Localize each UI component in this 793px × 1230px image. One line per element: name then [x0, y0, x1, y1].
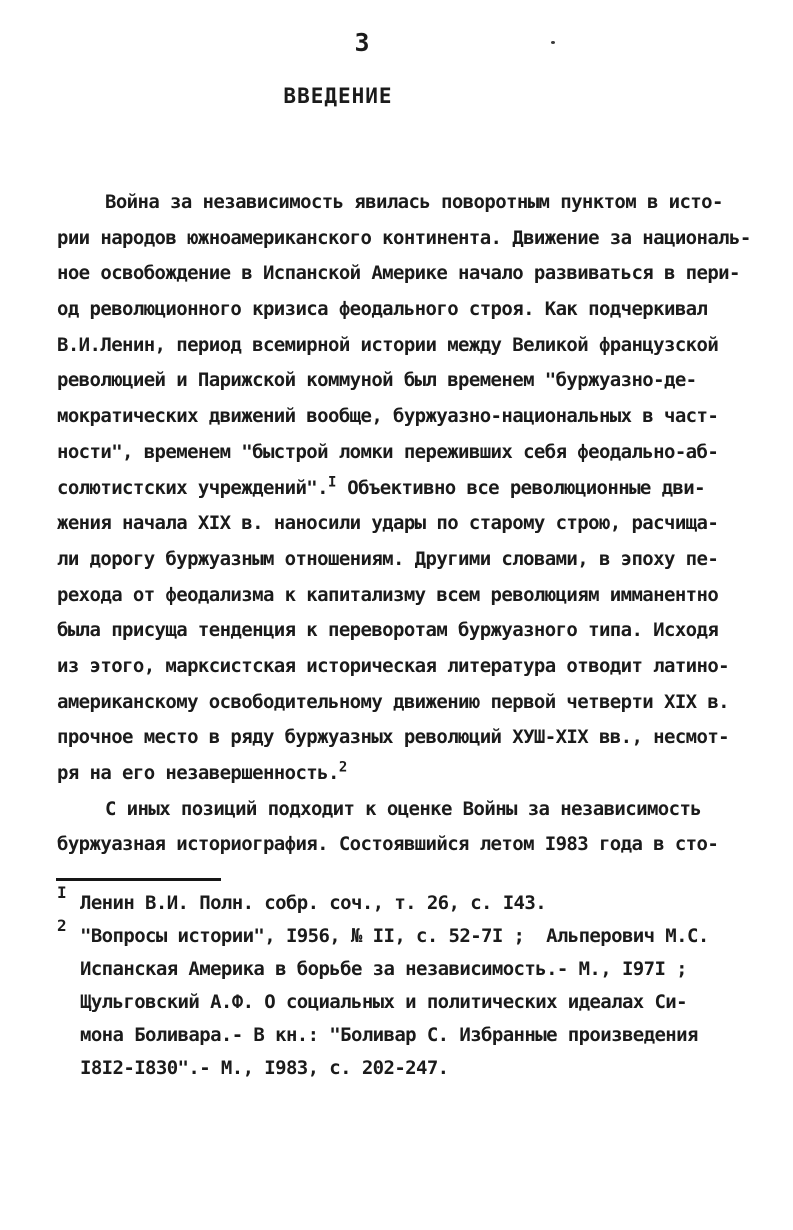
paragraph-1 [57, 185, 769, 792]
text-line: жения начала XIX в. наносили удары по старому строю, расчища- [57, 512, 719, 535]
footnote-line: Испанская Америка в борьбе за независимость.- М., I97I ; [80, 958, 687, 980]
text-line: рехода от феодализма к капитализму всем революциям имманентно [57, 583, 719, 606]
text-segment: ря на его незавершенность. [57, 762, 339, 784]
text-line: С иных позиций подходит к оценке Войны за независимость [105, 797, 702, 820]
footnote-2 [57, 916, 769, 1085]
text-line: ности", временем "быстрой ломки переживших себя феодально-аб- [57, 440, 719, 463]
footnote-line: I8I2-I830".- М., I983, с. 202-247. [80, 1057, 449, 1079]
text-line: прочное место в ряду буржуазных революций ХУШ-XIX вв., несмот- [57, 726, 730, 749]
text-line [57, 756, 769, 792]
footnote-ref-1: I [327, 474, 337, 491]
text-line: революцией и Парижской коммуной был временем "буржуазно-де- [57, 369, 697, 392]
paragraph-2 [57, 792, 769, 863]
text-segment: солютистских учреждений". [57, 476, 328, 499]
footnote-divider [56, 878, 221, 881]
footnote-marker: I [57, 883, 67, 902]
text-segment: Объективно все революционные дви- [336, 476, 705, 499]
body-text [57, 185, 769, 863]
text-line: из этого, марксистская историческая литература отводит латино- [57, 654, 730, 677]
text-line: американскому освободительному движению первой четверти XIX в. [57, 690, 730, 713]
text-line: од революционного кризиса феодального строя. Как подчеркивал [57, 298, 708, 321]
text-line: ное освобождение в Испанской Америке начало развиваться в пери- [57, 262, 740, 285]
text-line [57, 471, 769, 507]
text-line: буржуазная историография. Состоявшийся летом I983 года в сто- [57, 833, 719, 856]
footnote-1 [57, 883, 769, 920]
page-title: ВВЕДЕНИЕ [283, 84, 393, 108]
page-number: 3 [354, 28, 370, 57]
text-line: была присуща тенденция к переворотам буржуазного типа. Исходя [57, 619, 719, 642]
footnote-line: Щульговский А.Ф. О социальных и политических идеалах Си- [80, 991, 687, 1013]
footnote-line: "Вопросы истории", I956, № II, с. 52-7I ; Альперович М.С. [80, 925, 709, 947]
text-line: В.И.Ленин, период всемирной истории между Великой французской [57, 333, 719, 356]
scan-speck [551, 41, 555, 44]
footnote-line: Ленин В.И. Полн. собр. соч., т. 26, с. I43. [80, 892, 547, 914]
text-line: рии народов южноамериканского континента. Движение за националь- [57, 226, 751, 249]
text-line: мократических движений вообще, буржуазно-национальных в част- [57, 405, 719, 428]
footnote-ref-2: 2 [338, 759, 348, 776]
footnote-line: мона Боливара.- В кн.: "Боливар С. Избранные произведения [80, 1024, 698, 1046]
footnote-marker: 2 [57, 916, 67, 935]
text-line: ли дорогу буржуазным отношениям. Другими словами, в эпоху пе- [57, 547, 719, 570]
text-line: Война за независимость явилась поворотным пунктом в исто- [105, 191, 723, 213]
footnotes [57, 883, 769, 1085]
